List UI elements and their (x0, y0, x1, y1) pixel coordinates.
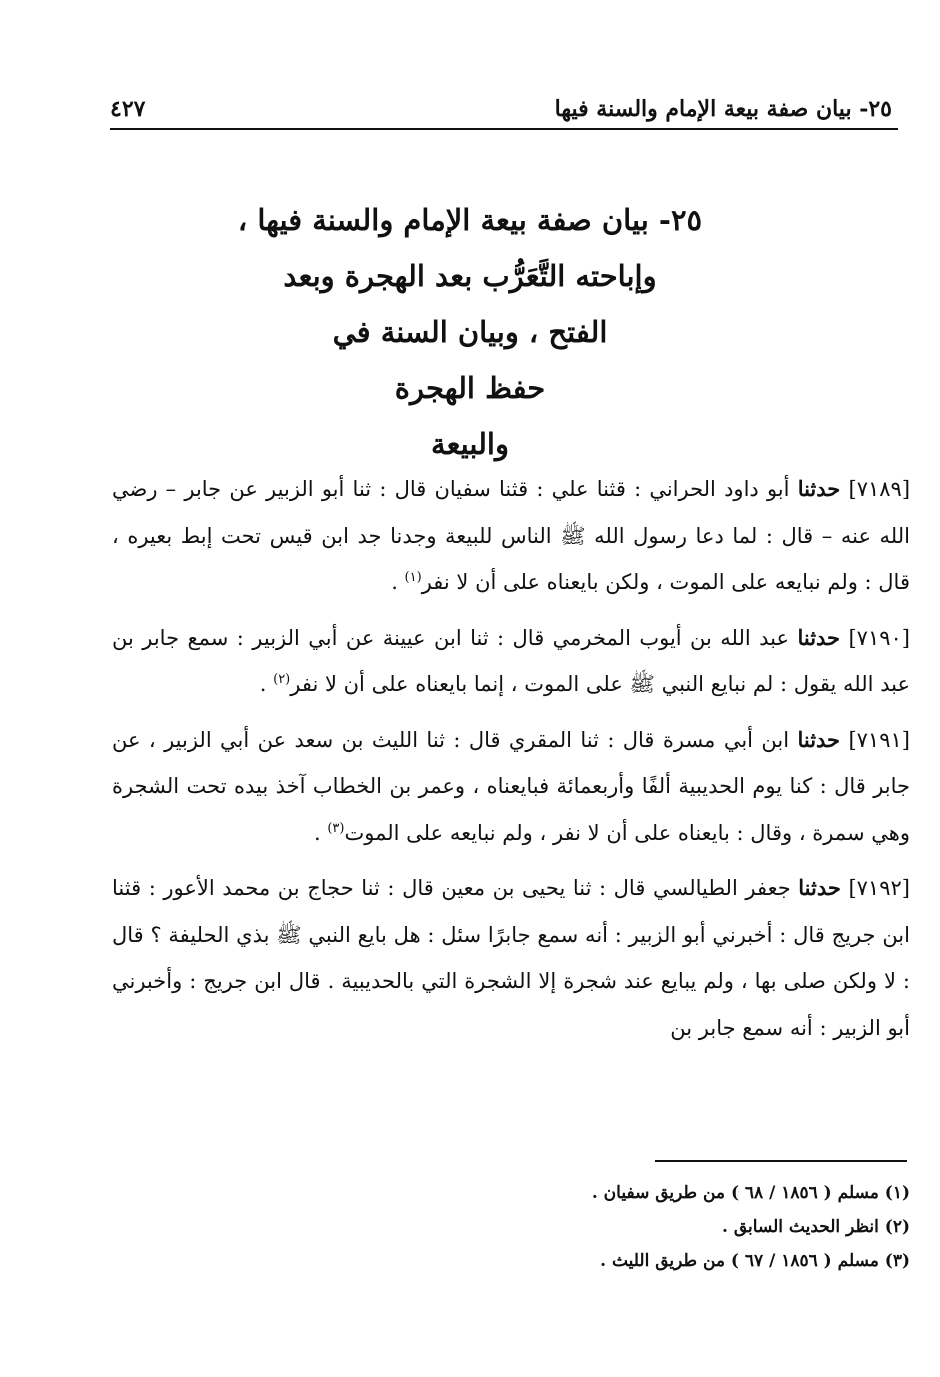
hadith-7191 (112, 717, 910, 857)
hadith-narration-label: حدثنا (797, 726, 841, 752)
chapter-title (110, 192, 830, 472)
footnote-ref: (٣) (327, 820, 345, 836)
footnotes (200, 1176, 910, 1278)
chapter-title-line: ٢٥- بيان صفة بيعة الإمام والسنة فيها ، (237, 203, 703, 237)
hadith-text: ابن أبي مسرة قال : ثنا المقري قال : ثنا الليث بن سعد عن أبي الزبير ، عن جابر قال : كنا يوم الحديبية ألفًا وأربعمائة فبايعناه ، وعمر بن الخطاب آخذ بيده تحت الشجرة وهي سمرة ، وقال : بايعناه على أن لا نفر ، ولم نبايعه على الموت (112, 727, 910, 845)
chapter-title-line: حفظ الهجرة (394, 371, 546, 405)
chapter-title-line: الفتح ، وبيان السنة في (332, 315, 608, 349)
footnote-ref: (١) (404, 570, 422, 585)
hadith-list (112, 466, 910, 1060)
hadith-number: [٧١٩٢] (848, 876, 910, 900)
hadith-text: جعفر الطيالسي قال : ثنا يحيى بن معين قال : ثنا حجاج بن محمد الأعور : قثنا ابن جريج قال : أخبرني أبو الزبير : أنه سمع جابرًا سئل : هل بايع النبي ﷺ بذي الحليفة ؟ قال : لا ولكن صلى بها ، ولم يبايع عند شجرة إلا الشجرة التي بالحديبية . قال ابن جريج : وأخبرني أبو الزبير : أنه سمع جابر بن (112, 876, 910, 1040)
header-rule (110, 128, 898, 130)
hadith-7192 (112, 865, 910, 1051)
page-number: ٤٢٧ (110, 96, 146, 122)
hadith-text: عبد الله بن أيوب المخرمي قال : ثنا ابن عيينة عن أبي الزبير : سمع جابر بن عبد الله يقول : لم نبايع النبي ﷺ على الموت ، إنما بايعناه على أن لا نفر (112, 625, 910, 696)
hadith-7190 (112, 615, 910, 708)
hadith-narration-label: حدثنا (797, 624, 841, 650)
running-header (110, 82, 892, 122)
footnote-3: (٣) مسلم ( ١٨٥٦ / ٦٧ ) من طريق الليث . (600, 1251, 910, 1271)
footnote-2: (٢) انظر الحديث السابق . (722, 1217, 910, 1237)
footnote-ref: (٢) (273, 672, 291, 687)
hadith-tail: . (313, 820, 328, 845)
hadith-text: أبو داود الحراني : قثنا علي : قثنا سفيان قال : ثنا أبو الزبير عن جابر – رضي الله عنه – قال : لما دعا رسول الله ﷺ الناس للبيعة وجدنا جد ابن قيس تحت إبط بعيره ، قال : ولم نبايعه على الموت ، ولكن بايعناه على أن لا نفر (112, 477, 910, 594)
hadith-tail: . (391, 570, 405, 594)
footnote-1: (١) مسلم ( ١٨٥٦ / ٦٨ ) من طريق سفيان . (591, 1183, 910, 1203)
chapter-title-line: وإباحته التَّعَرُّب بعد الهجرة وبعد (283, 259, 657, 293)
footnote-rule (655, 1160, 907, 1162)
hadith-narration-label: حدثنا (797, 476, 841, 501)
hadith-number: [٧١٩٠] (848, 625, 910, 650)
hadith-number: [٧١٨٩] (848, 477, 911, 501)
hadith-narration-label: حدثنا (798, 875, 841, 900)
hadith-7189 (112, 466, 910, 606)
chapter-title-line: والبيعة (431, 427, 509, 461)
running-chapter-title: ٢٥- بيان صفة بيعة الإمام والسنة فيها (554, 96, 892, 122)
hadith-tail: . (259, 672, 274, 696)
hadith-number: [٧١٩١] (848, 727, 910, 752)
